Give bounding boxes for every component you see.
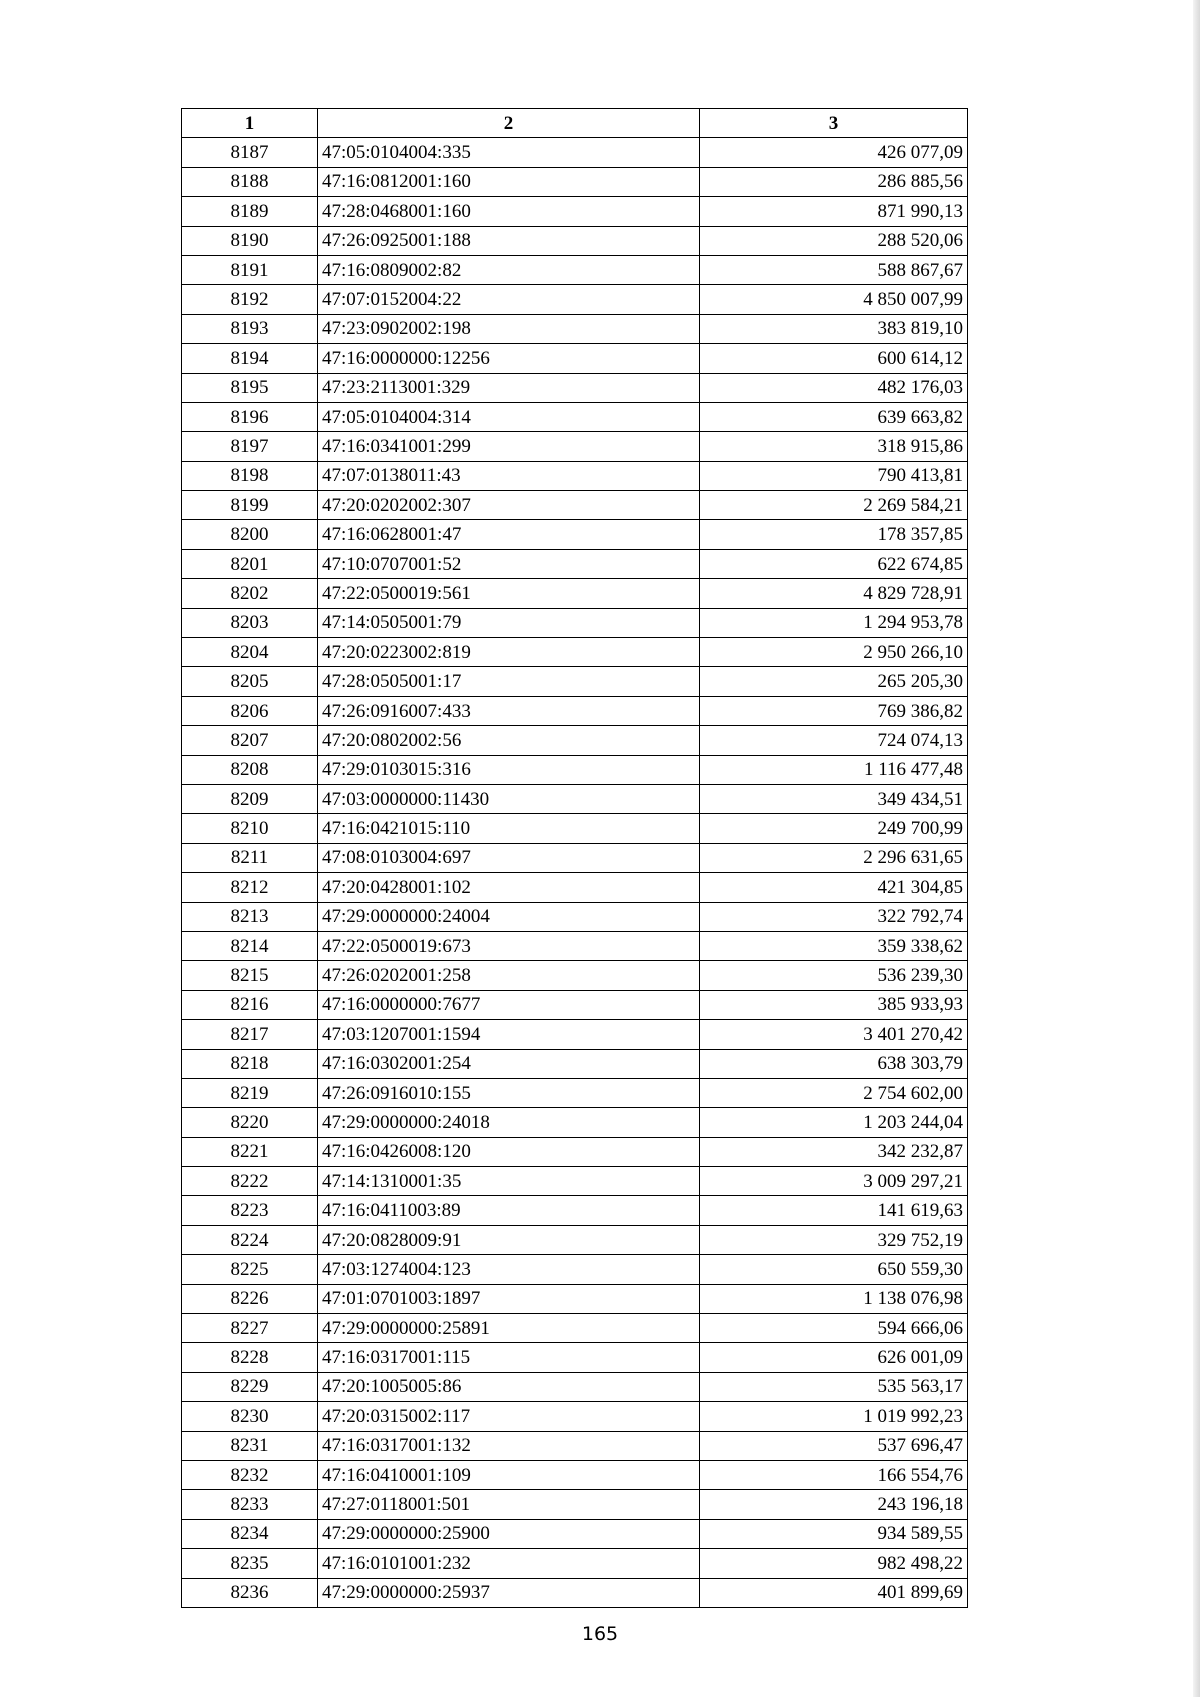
row-number-cell: 8221 bbox=[182, 1137, 318, 1166]
cadastral-value-cell: 982 498,22 bbox=[700, 1549, 968, 1578]
row-number-cell: 8192 bbox=[182, 285, 318, 314]
cadastral-value-cell: 769 386,82 bbox=[700, 696, 968, 725]
table-header bbox=[182, 109, 968, 138]
row-number-cell: 8189 bbox=[182, 197, 318, 226]
cadastral-value-cell: 600 614,12 bbox=[700, 344, 968, 373]
cadastral-number-cell: 47:29:0000000:25900 bbox=[318, 1519, 700, 1548]
cadastral-number-cell: 47:14:1310001:35 bbox=[318, 1167, 700, 1196]
row-number-cell: 8231 bbox=[182, 1431, 318, 1460]
header-col-2: 2 bbox=[318, 109, 700, 138]
cadastral-value-cell: 3 009 297,21 bbox=[700, 1167, 968, 1196]
header-col-1: 1 bbox=[182, 109, 318, 138]
table-row bbox=[182, 491, 968, 520]
cadastral-value-cell: 359 338,62 bbox=[700, 931, 968, 960]
row-number-cell: 8212 bbox=[182, 873, 318, 902]
row-number-cell: 8218 bbox=[182, 1049, 318, 1078]
table-row bbox=[182, 931, 968, 960]
cadastral-number-cell: 47:05:0104004:314 bbox=[318, 402, 700, 431]
cadastral-value-cell: 2 754 602,00 bbox=[700, 1078, 968, 1107]
cadastral-number-cell: 47:20:0828009:91 bbox=[318, 1225, 700, 1254]
cadastral-value-cell: 2 269 584,21 bbox=[700, 491, 968, 520]
table-row bbox=[182, 1137, 968, 1166]
table-row bbox=[182, 1431, 968, 1460]
table-row bbox=[182, 755, 968, 784]
table-row bbox=[182, 226, 968, 255]
cadastral-value-cell: 426 077,09 bbox=[700, 138, 968, 167]
table-row bbox=[182, 667, 968, 696]
cadastral-number-cell: 47:20:0223002:819 bbox=[318, 638, 700, 667]
cadastral-value-cell: 1 019 992,23 bbox=[700, 1402, 968, 1431]
row-number-cell: 8217 bbox=[182, 1020, 318, 1049]
table-row bbox=[182, 696, 968, 725]
cadastral-number-cell: 47:26:0202001:258 bbox=[318, 961, 700, 990]
row-number-cell: 8199 bbox=[182, 491, 318, 520]
table-row bbox=[182, 814, 968, 843]
row-number-cell: 8207 bbox=[182, 726, 318, 755]
cadastral-value-cell: 588 867,67 bbox=[700, 255, 968, 284]
table-row bbox=[182, 608, 968, 637]
cadastral-value-cell: 536 239,30 bbox=[700, 961, 968, 990]
cadastral-number-cell: 47:16:0000000:7677 bbox=[318, 990, 700, 1019]
row-number-cell: 8216 bbox=[182, 990, 318, 1019]
table-row bbox=[182, 1108, 968, 1137]
row-number-cell: 8194 bbox=[182, 344, 318, 373]
row-number-cell: 8215 bbox=[182, 961, 318, 990]
row-number-cell: 8233 bbox=[182, 1490, 318, 1519]
table-row bbox=[182, 990, 968, 1019]
row-number-cell: 8210 bbox=[182, 814, 318, 843]
cadastral-value-cell: 626 001,09 bbox=[700, 1343, 968, 1372]
cadastral-value-cell: 249 700,99 bbox=[700, 814, 968, 843]
row-number-cell: 8213 bbox=[182, 902, 318, 931]
cadastral-value-cell: 141 619,63 bbox=[700, 1196, 968, 1225]
cadastral-number-cell: 47:16:0421015:110 bbox=[318, 814, 700, 843]
cadastral-number-cell: 47:27:0118001:501 bbox=[318, 1490, 700, 1519]
table-row bbox=[182, 197, 968, 226]
cadastral-number-cell: 47:20:1005005:86 bbox=[318, 1372, 700, 1401]
table-row bbox=[182, 461, 968, 490]
table-row bbox=[182, 784, 968, 813]
row-number-cell: 8214 bbox=[182, 931, 318, 960]
cadastral-value-cell: 934 589,55 bbox=[700, 1519, 968, 1548]
row-number-cell: 8229 bbox=[182, 1372, 318, 1401]
row-number-cell: 8193 bbox=[182, 314, 318, 343]
cadastral-number-cell: 47:16:0317001:132 bbox=[318, 1431, 700, 1460]
row-number-cell: 8191 bbox=[182, 255, 318, 284]
header-col-3: 3 bbox=[700, 109, 968, 138]
cadastral-number-cell: 47:29:0000000:25937 bbox=[318, 1578, 700, 1607]
cadastral-value-cell: 3 401 270,42 bbox=[700, 1020, 968, 1049]
cadastral-number-cell: 47:28:0505001:17 bbox=[318, 667, 700, 696]
cadastral-number-cell: 47:07:0152004:22 bbox=[318, 285, 700, 314]
row-number-cell: 8230 bbox=[182, 1402, 318, 1431]
cadastral-number-cell: 47:16:0302001:254 bbox=[318, 1049, 700, 1078]
table-row bbox=[182, 1490, 968, 1519]
header-row bbox=[182, 109, 968, 138]
cadastral-number-cell: 47:29:0103015:316 bbox=[318, 755, 700, 784]
cadastral-value-cell: 1 116 477,48 bbox=[700, 755, 968, 784]
table-row bbox=[182, 314, 968, 343]
row-number-cell: 8227 bbox=[182, 1314, 318, 1343]
cadastral-number-cell: 47:03:1274004:123 bbox=[318, 1255, 700, 1284]
table-row bbox=[182, 432, 968, 461]
row-number-cell: 8205 bbox=[182, 667, 318, 696]
table-body bbox=[182, 138, 968, 1608]
row-number-cell: 8195 bbox=[182, 373, 318, 402]
page-edge-shadow bbox=[1193, 0, 1200, 1697]
cadastral-number-cell: 47:16:0317001:115 bbox=[318, 1343, 700, 1372]
cadastral-number-cell: 47:01:0701003:1897 bbox=[318, 1284, 700, 1313]
cadastral-number-cell: 47:20:0315002:117 bbox=[318, 1402, 700, 1431]
row-number-cell: 8200 bbox=[182, 520, 318, 549]
row-number-cell: 8211 bbox=[182, 843, 318, 872]
table-row bbox=[182, 1372, 968, 1401]
page-number: 165 bbox=[581, 1623, 619, 1645]
cadastral-number-cell: 47:20:0802002:56 bbox=[318, 726, 700, 755]
table-row bbox=[182, 167, 968, 196]
cadastral-value-cell: 622 674,85 bbox=[700, 549, 968, 578]
cadastral-value-table bbox=[181, 108, 968, 1608]
table-row bbox=[182, 638, 968, 667]
row-number-cell: 8203 bbox=[182, 608, 318, 637]
row-number-cell: 8236 bbox=[182, 1578, 318, 1607]
cadastral-number-cell: 47:08:0103004:697 bbox=[318, 843, 700, 872]
cadastral-number-cell: 47:16:0812001:160 bbox=[318, 167, 700, 196]
cadastral-number-cell: 47:22:0500019:673 bbox=[318, 931, 700, 960]
cadastral-number-cell: 47:29:0000000:24004 bbox=[318, 902, 700, 931]
table-row bbox=[182, 1402, 968, 1431]
cadastral-value-cell: 421 304,85 bbox=[700, 873, 968, 902]
row-number-cell: 8209 bbox=[182, 784, 318, 813]
cadastral-value-cell: 401 899,69 bbox=[700, 1578, 968, 1607]
cadastral-number-cell: 47:29:0000000:24018 bbox=[318, 1108, 700, 1137]
cadastral-number-cell: 47:16:0411003:89 bbox=[318, 1196, 700, 1225]
cadastral-value-cell: 4 829 728,91 bbox=[700, 579, 968, 608]
cadastral-number-cell: 47:28:0468001:160 bbox=[318, 197, 700, 226]
row-number-cell: 8206 bbox=[182, 696, 318, 725]
cadastral-value-cell: 535 563,17 bbox=[700, 1372, 968, 1401]
cadastral-value-cell: 1 203 244,04 bbox=[700, 1108, 968, 1137]
cadastral-value-cell: 2 296 631,65 bbox=[700, 843, 968, 872]
cadastral-value-cell: 1 294 953,78 bbox=[700, 608, 968, 637]
row-number-cell: 8226 bbox=[182, 1284, 318, 1313]
row-number-cell: 8204 bbox=[182, 638, 318, 667]
table-row bbox=[182, 549, 968, 578]
row-number-cell: 8223 bbox=[182, 1196, 318, 1225]
cadastral-number-cell: 47:16:0809002:82 bbox=[318, 255, 700, 284]
table-row bbox=[182, 402, 968, 431]
cadastral-number-cell: 47:14:0505001:79 bbox=[318, 608, 700, 637]
table-row bbox=[182, 1255, 968, 1284]
row-number-cell: 8234 bbox=[182, 1519, 318, 1548]
cadastral-number-cell: 47:26:0925001:188 bbox=[318, 226, 700, 255]
table-row bbox=[182, 726, 968, 755]
row-number-cell: 8188 bbox=[182, 167, 318, 196]
cadastral-value-cell: 288 520,06 bbox=[700, 226, 968, 255]
table-row bbox=[182, 255, 968, 284]
row-number-cell: 8202 bbox=[182, 579, 318, 608]
cadastral-number-cell: 47:23:2113001:329 bbox=[318, 373, 700, 402]
cadastral-value-cell: 265 205,30 bbox=[700, 667, 968, 696]
cadastral-number-cell: 47:16:0628001:47 bbox=[318, 520, 700, 549]
cadastral-value-cell: 1 138 076,98 bbox=[700, 1284, 968, 1313]
cadastral-value-cell: 2 950 266,10 bbox=[700, 638, 968, 667]
table-row bbox=[182, 1167, 968, 1196]
cadastral-value-cell: 650 559,30 bbox=[700, 1255, 968, 1284]
table-row bbox=[182, 1578, 968, 1607]
table-row bbox=[182, 1549, 968, 1578]
cadastral-value-cell: 790 413,81 bbox=[700, 461, 968, 490]
table-row bbox=[182, 902, 968, 931]
cadastral-number-cell: 47:16:0410001:109 bbox=[318, 1460, 700, 1489]
cadastral-number-cell: 47:20:0428001:102 bbox=[318, 873, 700, 902]
cadastral-number-cell: 47:16:0426008:120 bbox=[318, 1137, 700, 1166]
table-row bbox=[182, 1314, 968, 1343]
table-row bbox=[182, 1519, 968, 1548]
row-number-cell: 8225 bbox=[182, 1255, 318, 1284]
table-row bbox=[182, 1020, 968, 1049]
cadastral-number-cell: 47:05:0104004:335 bbox=[318, 138, 700, 167]
cadastral-number-cell: 47:03:1207001:1594 bbox=[318, 1020, 700, 1049]
cadastral-number-cell: 47:16:0341001:299 bbox=[318, 432, 700, 461]
cadastral-value-cell: 639 663,82 bbox=[700, 402, 968, 431]
cadastral-value-cell: 178 357,85 bbox=[700, 520, 968, 549]
table-row bbox=[182, 843, 968, 872]
row-number-cell: 8220 bbox=[182, 1108, 318, 1137]
cadastral-value-cell: 342 232,87 bbox=[700, 1137, 968, 1166]
table-row bbox=[182, 520, 968, 549]
cadastral-value-cell: 594 666,06 bbox=[700, 1314, 968, 1343]
table-row bbox=[182, 138, 968, 167]
cadastral-value-cell: 383 819,10 bbox=[700, 314, 968, 343]
cadastral-number-cell: 47:29:0000000:25891 bbox=[318, 1314, 700, 1343]
cadastral-value-cell: 349 434,51 bbox=[700, 784, 968, 813]
cadastral-value-cell: 166 554,76 bbox=[700, 1460, 968, 1489]
cadastral-number-cell: 47:16:0101001:232 bbox=[318, 1549, 700, 1578]
cadastral-number-cell: 47:20:0202002:307 bbox=[318, 491, 700, 520]
table-row bbox=[182, 1196, 968, 1225]
cadastral-value-cell: 537 696,47 bbox=[700, 1431, 968, 1460]
cadastral-value-cell: 724 074,13 bbox=[700, 726, 968, 755]
cadastral-number-cell: 47:23:0902002:198 bbox=[318, 314, 700, 343]
cadastral-value-cell: 385 933,93 bbox=[700, 990, 968, 1019]
row-number-cell: 8235 bbox=[182, 1549, 318, 1578]
cadastral-value-cell: 322 792,74 bbox=[700, 902, 968, 931]
cadastral-number-cell: 47:22:0500019:561 bbox=[318, 579, 700, 608]
cadastral-value-cell: 4 850 007,99 bbox=[700, 285, 968, 314]
row-number-cell: 8197 bbox=[182, 432, 318, 461]
cadastral-value-cell: 482 176,03 bbox=[700, 373, 968, 402]
row-number-cell: 8228 bbox=[182, 1343, 318, 1372]
cadastral-number-cell: 47:10:0707001:52 bbox=[318, 549, 700, 578]
cadastral-value-cell: 286 885,56 bbox=[700, 167, 968, 196]
cadastral-number-cell: 47:03:0000000:11430 bbox=[318, 784, 700, 813]
cadastral-value-cell: 243 196,18 bbox=[700, 1490, 968, 1519]
row-number-cell: 8208 bbox=[182, 755, 318, 784]
table-row bbox=[182, 1284, 968, 1313]
table-row bbox=[182, 873, 968, 902]
cadastral-number-cell: 47:26:0916007:433 bbox=[318, 696, 700, 725]
table-row bbox=[182, 961, 968, 990]
row-number-cell: 8222 bbox=[182, 1167, 318, 1196]
cadastral-value-cell: 871 990,13 bbox=[700, 197, 968, 226]
table-row bbox=[182, 1460, 968, 1489]
row-number-cell: 8190 bbox=[182, 226, 318, 255]
table-row bbox=[182, 373, 968, 402]
row-number-cell: 8198 bbox=[182, 461, 318, 490]
table-row bbox=[182, 285, 968, 314]
table-row bbox=[182, 1225, 968, 1254]
table-row bbox=[182, 579, 968, 608]
row-number-cell: 8196 bbox=[182, 402, 318, 431]
cadastral-number-cell: 47:16:0000000:12256 bbox=[318, 344, 700, 373]
table-row bbox=[182, 1078, 968, 1107]
table-row bbox=[182, 1343, 968, 1372]
table-row bbox=[182, 344, 968, 373]
row-number-cell: 8219 bbox=[182, 1078, 318, 1107]
row-number-cell: 8224 bbox=[182, 1225, 318, 1254]
cadastral-number-cell: 47:26:0916010:155 bbox=[318, 1078, 700, 1107]
cadastral-number-cell: 47:07:0138011:43 bbox=[318, 461, 700, 490]
cadastral-value-cell: 638 303,79 bbox=[700, 1049, 968, 1078]
table-row bbox=[182, 1049, 968, 1078]
row-number-cell: 8232 bbox=[182, 1460, 318, 1489]
cadastral-value-cell: 329 752,19 bbox=[700, 1225, 968, 1254]
cadastral-value-cell: 318 915,86 bbox=[700, 432, 968, 461]
row-number-cell: 8201 bbox=[182, 549, 318, 578]
row-number-cell: 8187 bbox=[182, 138, 318, 167]
